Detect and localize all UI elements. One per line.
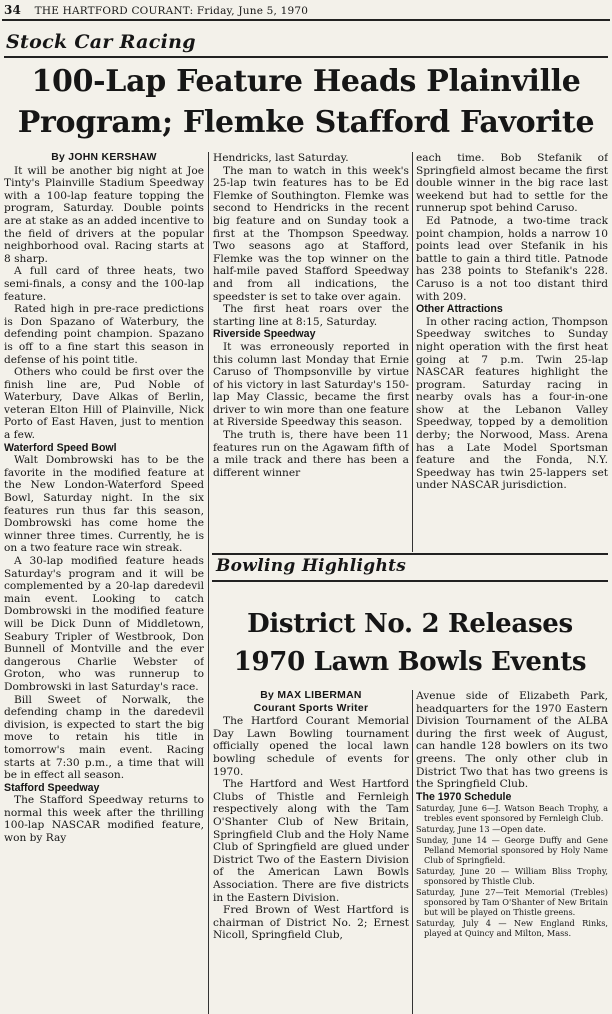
article-stock-car-col-3 (416, 152, 608, 552)
paragraph: The Stafford Speedway returns to normal this week after the thrilling 100-lap NASCAR modified feature, won by Ray (4, 794, 204, 845)
paragraph: Bill Sweet of Norwalk, the defending champ in the daredevil division, is expected to start the big move to retain his title in tomorrow's main event. Racing starts at 7:30 p.m., a time that will be in effect all season. (4, 693, 204, 782)
headline-stock-car-line-1: 100-Lap Feature Heads Plainville (31, 64, 581, 99)
headline-bowling-line-1: District No. 2 Releases (247, 609, 573, 639)
article-stock-car-col-2 (213, 152, 409, 552)
paragraph: A 30-lap modified feature heads Saturday's program and it will be complemented by a 20-lap daredevil main event. Looking to catch Dombrowski in the modified feature will be Dick Dunn of Middletown, Seabury Tripler of Westbrook, Don Bunnell of Montville and the ever dangerous Charlie Webster of Groton, who was runnerup to Dombrowski in last Saturday's race. (4, 555, 204, 693)
paragraph: The truth is, there have been 11 features run on the Agawam fifth of a mile track and there has been a different winner (213, 429, 409, 479)
paragraph: Others who could be first over the finish line are, Pud Noble of Waterbury, Dave Alkas of Berlin, veteran Elton Hill of Plainville, Nick Porto of East Haven, just to mention a few. (4, 366, 204, 442)
paragraph: The first heat roars over the starting line at 8:15, Saturday. (213, 303, 409, 328)
byline: Courant Sports Writer (253, 702, 369, 714)
paragraph: each time. Bob Stefanik of Springfield almost became the first double winner in the big race last weekend but had to settle for the runnerup spot behind Caruso. (416, 152, 608, 215)
schedule-item: Saturday, June 6—J. Watson Beach Trophy, a trebles event sponsored by Fernleigh Club. (416, 803, 608, 824)
schedule-list (416, 803, 608, 938)
paragraph: The Hartford and West Hartford Clubs of Thistle and Fernleigh respectively along with the Tam O'Shanter Club of New Britain, Springfield Club and the Holy Name Club of Springfield are glued under District Two of the Eastern Division of the American Lawn Bowls Association. There are five districts in the Eastern Division. (213, 778, 409, 904)
page-number: 34 (4, 3, 22, 17)
paragraph: The Hartford Courant Memorial Day Lawn Bowling tournament officially opened the local lawn bowling schedule of events for 1970. (213, 715, 409, 778)
section-head-stock-car: Stock Car Racing (6, 31, 196, 53)
masthead-rule (2, 19, 610, 21)
paragraph: A full card of three heats, two semi-finals, a consy and the 100-lap feature. (4, 265, 204, 303)
subhead: Waterford Speed Bowl (4, 441, 117, 454)
section-rule-bowling-top (212, 553, 608, 555)
headline-stock-car-line-2: Program; Flemke Stafford Favorite (17, 105, 595, 140)
paragraph: Rated high in pre-race predictions is Don Spazano of Waterbury, the defending point champion. Spazano is off to a fine start this season in defense of his point title. (4, 303, 204, 366)
paragraph: Walt Dombrowski has to be the favorite in the modified feature at the New London-Waterford Speed Bowl, Saturday night. In the six features run thus far this season, Dombrowski has come home the winner three times. Currently, he is on a two feature race win streak. (4, 454, 204, 555)
paragraph: Avenue side of Elizabeth Park, headquarters for the 1970 Eastern Division Tournament of the ALBA during the first week of August, can handle 128 bowlers on its two greens. The only other club in District Two that has two greens is the Springfield Club. (416, 690, 608, 791)
subhead: Other Attractions (416, 303, 503, 316)
column-rule (208, 152, 209, 1014)
section-rule-stock-car (4, 56, 608, 58)
section-head-bowling: Bowling Highlights (216, 556, 407, 576)
paragraph: It was erroneously reported in this column last Monday that Ernie Caruso of Thompsonville by virtue of his victory in last Saturday's 150-lap May Classic, became the first driver to win more than one feature at Riverside Speedway this season. (213, 340, 409, 429)
column-rule (412, 152, 413, 552)
schedule-item: Saturday, July 4 — New England Rinks, played at Quincy and Milton, Mass. (416, 918, 608, 939)
schedule-item: Saturday, June 20 — William Bliss Trophy, sponsored by Thistle Club. (416, 866, 608, 887)
paragraph: Hendricks, last Saturday. (213, 152, 349, 164)
subhead: Riverside Speedway (213, 328, 316, 341)
schedule-item: Saturday, June 13 —Open date. (416, 824, 546, 835)
schedule-item: Saturday, June 27—Teit Memorial (Trebles) sponsored by Tam O'Shanter of New Britain but will be played on Thistle greens. (416, 887, 608, 918)
paragraph: The man to watch in this week's 25-lap twin features has to be Ed Flemke of Southington. Flemke was second to Hendricks in the recent big feature and on Sunday took a first at the Thompson Speedway. Two seasons ago at Stafford, Flemke was the top winner on the half-mile paved Stafford Speedway and from all indications, the speedster is set to take over again. (213, 164, 409, 303)
article-bowling-col-1 (213, 690, 409, 1014)
article-bowling-col-2 (416, 690, 608, 1014)
byline: By JOHN KERSHAW (51, 152, 157, 163)
paragraph: Ed Patnode, a two-time track point champion, holds a narrow 10 points lead over Stefanik in his battle to gain a third title. Patnode has 238 points to Stefanik's 228. Caruso is a not too distant third with 209. (416, 214, 608, 303)
subhead: The 1970 Schedule (416, 790, 512, 803)
paragraph: In other racing action, Thompson Speedway switches to Sunday night operation with the first heat going at 7 p.m. Twin 25-lap NASCAR features highlight the program. Saturday racing in nearby ovals has a four-in-one show at the Lebanon Valley Speedway, topped by a demolition derby; the Norwood, Mass. Arena has a Late Model Sportsman feature and the Fonda, N.Y. Speedway has twin 25-lappers set under NASCAR jurisdiction. (416, 315, 608, 492)
headline-bowling-line-2: 1970 Lawn Bowls Events (233, 647, 587, 677)
article-stock-car-col-1 (4, 152, 204, 1014)
paragraph: Fred Brown of West Hartford is chairman of District No. 2; Ernest Nicoll, Springfield Club, (213, 904, 409, 942)
section-rule-bowling (212, 580, 608, 582)
subhead: Stafford Speedway (4, 781, 100, 794)
masthead (4, 3, 608, 17)
paragraph: It will be another big night at Joe Tinty's Plainville Stadium Speedway with a 100-lap feature topping the program, Saturday. Double points are at stake as an added incentive to the field of drivers at the popular neighborhood oval. Racing starts at 8 sharp. (4, 164, 204, 265)
column-rule (412, 690, 413, 1014)
byline: By MAX LIBERMAN (260, 690, 362, 701)
schedule-item: Sunday, June 14 — George Duffy and Gene Pelland Memorial sponsored by Holy Name Club of Springfield. (416, 835, 608, 866)
masthead-text: THE HARTFORD COURANT: Friday, June 5, 1970 (34, 5, 309, 17)
